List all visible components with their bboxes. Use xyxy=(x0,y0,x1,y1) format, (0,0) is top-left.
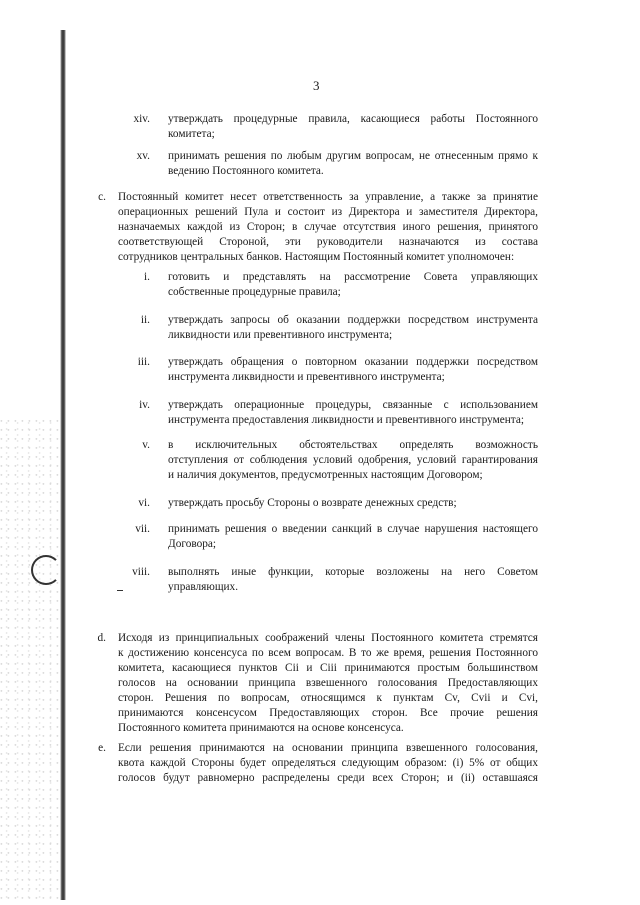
item-label: viii. xyxy=(132,566,150,578)
punch-hole-mark xyxy=(31,555,61,585)
section-e-text: Если решения принимаются на основании принципа взвешенного голосования, квота каждой Стороны будет определяться следующим образом: (i) 5% от общих голосов будут равномерно распределены среди всех Сторон; и (ii) оставшаяся xyxy=(118,742,538,784)
item-label: i. xyxy=(144,271,150,283)
item-label: iv. xyxy=(139,399,150,411)
item-text: утверждать обращения о повторном оказании поддержки посредством инструмента ликвидности и превентивного инструмента; xyxy=(168,356,538,383)
scan-noise xyxy=(0,420,60,900)
item-text: принимать решения по любым другим вопросам, не отнесенным прямо к ведению Постоянного комитета. xyxy=(168,150,538,177)
item-text: утверждать процедурные правила, касающиеся работы Постоянного комитета; xyxy=(168,113,538,140)
item-label: vii. xyxy=(135,523,150,535)
page-number: 3 xyxy=(313,78,320,93)
item-label: ii. xyxy=(140,314,150,326)
item-text: принимать решения о введении санкций в случае нарушения настоящего Договора; xyxy=(168,523,538,550)
section-c-text: Постоянный комитет несет ответственность за управление, а также за принятие операционных решений Пула и состоит из Директора и заместителя Директора, назначаемых каждой из Сторон; в случае отсутствия иного решения, принятого соответствующей Стороной, эти руководители назначаются из состава сотрудников центральных банков. Настоящим Постоянный комитет уполномочен: xyxy=(118,191,538,263)
item-text: утверждать операционные процедуры, связанные с использованием инструмента предоставления ликвидности и превентивного инструмента; xyxy=(168,399,538,426)
section-label: d. xyxy=(97,632,106,644)
section-label: c. xyxy=(98,191,106,203)
item-label: vi. xyxy=(138,497,150,509)
item-label: v. xyxy=(142,439,150,451)
section-d-text: Исходя из принципиальных соображений члены Постоянного комитета стремятся к достижению консенсуса по всем вопросам. В то же время, решения Постоянного комитета, касающиеся пунктов Cii и Ciii принимаются простым большинством голосов на основании принципа взвешенного голосования Предоставляющих сторон. Решения по вопросам, относящимся к пунктам Cv, Cvii и Cvi, принимаются консенсусом Предоставляющих сторон. Все прочие решения Постоянного комитета принимаются на основе консенсуса. xyxy=(118,632,538,734)
item-text: выполнять иные функции, которые возложены на него Советом управляющих. xyxy=(168,566,538,593)
item-label: xv. xyxy=(136,150,150,162)
item-text: готовить и представлять на рассмотрение Совета управляющих собственные процедурные правила; xyxy=(168,271,538,298)
item-label: xiv. xyxy=(133,113,150,125)
item-text: утверждать просьбу Стороны о возврате денежных средств; xyxy=(168,497,457,509)
section-label: e. xyxy=(98,742,106,754)
item-text: утверждать запросы об оказании поддержки посредством инструмента ликвидности или превентивного инструмента; xyxy=(168,314,538,341)
binding-edge xyxy=(60,30,66,900)
item-label: iii. xyxy=(137,356,150,368)
item-text: в исключительных обстоятельствах определять возможность отступления от соблюдения условий одобрения, условий гарантирования и наличия документов, предусмотренных настоящим Договором; xyxy=(168,439,538,481)
stray-mark xyxy=(117,590,123,591)
